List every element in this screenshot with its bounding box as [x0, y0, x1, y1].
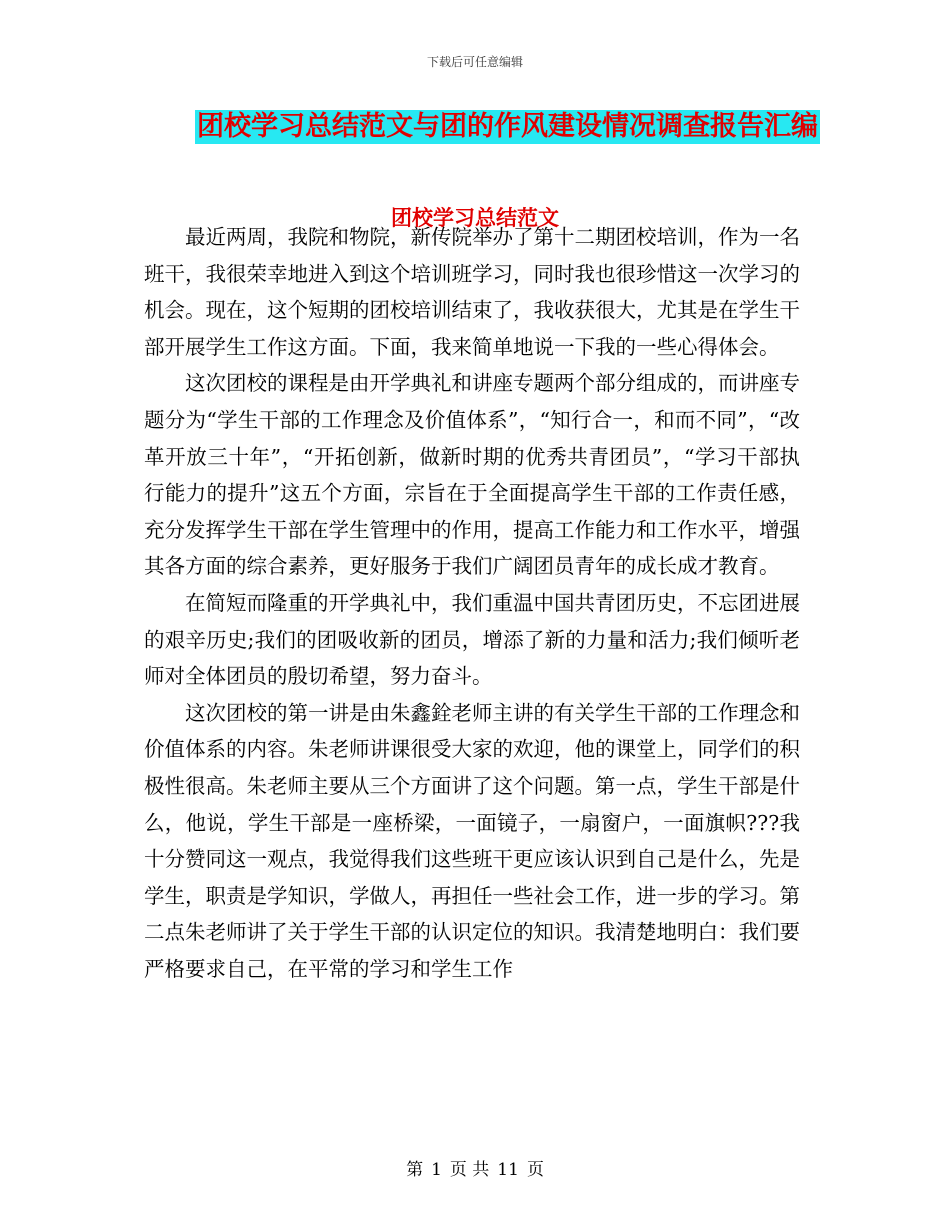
total-pages: 11	[497, 1160, 519, 1180]
section-title: 团校学习总结范文	[391, 206, 559, 230]
paragraph: 在简短而隆重的开学典礼中，我们重温中国共青团历史，不忘团进展的艰辛历史;我们的团吸收新的团员，增添了新的力量和活力;我们倾听老师对全体团员的殷切希望，努力奋斗。	[144, 590, 800, 689]
body-text	[144, 219, 800, 987]
main-title: 团校学习总结范文与团的作风建设情况调查报告汇编	[197, 111, 818, 142]
page-label-prefix: 第	[406, 1160, 424, 1180]
header-note: 下载后可任意编辑	[426, 55, 523, 69]
page-footer	[0, 1155, 950, 1180]
paragraph: 这次团校的第一讲是由朱鑫銓老师主讲的有关学生干部的工作理念和价值体系的内容。朱老师讲课很受大家的欢迎，他的课堂上，同学们的积极性很高。朱老师主要从三个方面讲了这个问题。第一点，学生干部是什么，他说，学生干部是一座桥梁，一面镜子，一扇窗户，一面旗帜???我十分赞同这一观点，我觉得我们这些班干更应该认识到自己是什么，先是学生，职责是学知识，学做人，再担任一些社会工作，进一步的学习。第二点朱老师讲了关于学生干部的认识定位的知识。我清楚地明白：我们要严格要求自己，在平常的学习和学生工作	[144, 700, 800, 981]
page-label-suffix: 页	[526, 1160, 544, 1180]
paragraph: 最近两周，我院和物院，新传院举办了第十二期团校培训，作为一名班干，我很荣幸地进入到这个培训班学习，同时我也很珍惜这一次学习的机会。现在，这个短期的团校培训结束了，我收获很大，尤其是在学生干部开展学生工作这方面。下面，我来简单地说一下我的一些心得体会。	[144, 225, 800, 359]
paragraph: 这次团校的课程是由开学典礼和讲座专题两个部分组成的，而讲座专题分为“学生干部的工作理念及价值体系”，“知行合一，和而不同”，“改革开放三十年”，“开拓创新，做新时期的优秀共青团员”，“学习干部执行能力的提升”这五个方面，宗旨在于全面提高学生干部的工作责任感，充分发挥学生干部在学生管理中的作用，提高工作能力和工作水平，增强其各方面的综合素养，更好服务于我们广阔团员青年的成长成才教育。	[144, 371, 800, 579]
page-number: 1	[431, 1160, 442, 1180]
main-title-container	[195, 110, 820, 144]
page-label-middle: 页 共	[449, 1160, 490, 1180]
